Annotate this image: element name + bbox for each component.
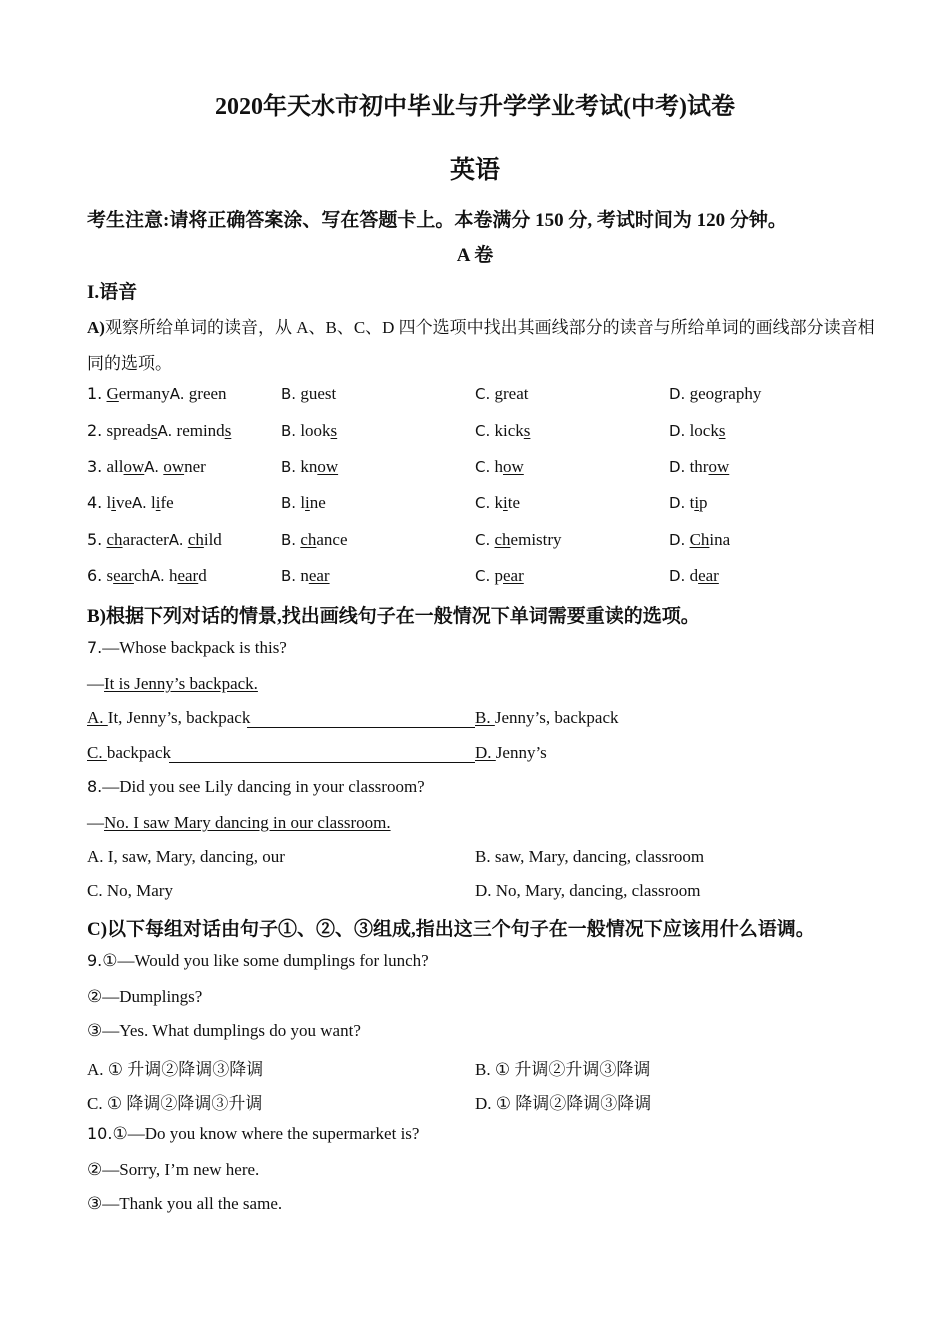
- question-1: [87, 384, 227, 404]
- question-5: [87, 530, 222, 550]
- question-3: [87, 457, 206, 477]
- instruction-a-label: A): [87, 318, 105, 337]
- option-b: B. Jenny’s, backpack: [475, 708, 619, 727]
- option-a: owner: [163, 457, 206, 476]
- option-letter: A.: [169, 385, 185, 403]
- question-number: 5.: [87, 530, 103, 549]
- question-word: live: [106, 493, 133, 512]
- question-10-line-3: ③—Thank you all the same.: [87, 1194, 283, 1213]
- option-b: B. guest: [281, 384, 337, 403]
- option-c: C. great: [475, 384, 529, 403]
- option-c: C. No, Mary: [87, 881, 173, 900]
- option-d: D. China: [669, 530, 731, 549]
- option-a: life: [151, 493, 174, 512]
- option-letter: A.: [168, 531, 184, 549]
- question-10-line-2: ②—Sorry, I’m new here.: [87, 1160, 260, 1179]
- question-2: [87, 421, 231, 441]
- question-number: 1.: [87, 384, 103, 403]
- option-a: green: [188, 384, 227, 403]
- option-d: D. locks: [669, 421, 726, 440]
- question-word: allow: [106, 457, 145, 476]
- question-10: 10.①—Do you know where the supermarket is?: [87, 1124, 420, 1143]
- section-title-stress: B)根据下列对话的情景,找出画线句子在一般情况下单词需要重读的选项。: [87, 606, 700, 627]
- option-d: D. Jenny’s: [475, 743, 547, 762]
- option-letter: A.: [157, 422, 173, 440]
- option-d: D. ① 降调②降调③降调: [475, 1094, 652, 1113]
- option-a: A. ① 升调②降调③降调: [87, 1060, 264, 1079]
- subject-title: 英语: [449, 157, 500, 184]
- instruction-a-line1: [87, 313, 875, 338]
- option-b: B. saw, Mary, dancing, classroom: [475, 847, 705, 866]
- exam-notice: 考生注意:请将正确答案涂、写在答题卡上。本卷满分 150 分, 考试时间为 120 分钟。: [87, 210, 787, 231]
- option-letter: A.: [149, 567, 165, 585]
- question-word: spreads: [106, 421, 158, 440]
- instruction-a-line2: 同的选项。: [87, 354, 172, 373]
- option-c: C. backpack: [87, 743, 172, 762]
- question-number: 3.: [87, 457, 103, 476]
- option-c: C. kicks: [475, 421, 531, 440]
- question-number: 4.: [87, 493, 103, 512]
- question-9-line-2: ②—Dumplings?: [87, 987, 203, 1006]
- question-7: 7.—Whose backpack is this?: [87, 638, 287, 657]
- option-d: D. geography: [669, 384, 762, 403]
- option-letter: A.: [144, 458, 160, 476]
- option-b: B. chance: [281, 530, 348, 549]
- question-7-answer-line: —It is Jenny’s backpack.: [87, 674, 258, 693]
- option-c: C. how: [475, 457, 524, 476]
- option-b: B. line: [281, 493, 326, 512]
- option-b: B. looks: [281, 421, 338, 440]
- option-b: B. ① 升调②升调③降调: [475, 1060, 651, 1079]
- question-9: 9.①—Would you like some dumplings for lunch?: [87, 951, 429, 970]
- option-a: child: [187, 530, 222, 549]
- exam-title: 2020年天水市初中毕业与升学学业考试(中考)试卷: [215, 94, 735, 120]
- option-a: reminds: [176, 421, 232, 440]
- section-title-phonetics: I.语音: [87, 282, 138, 303]
- option-a: A. It, Jenny’s, backpack: [87, 708, 251, 727]
- option-c: C. kite: [475, 493, 521, 512]
- section-title-intonation: C)以下每组对话由句子①、②、③组成,指出这三个句子在一般情况下应该用什么语调。: [87, 919, 815, 940]
- option-a: A. I, saw, Mary, dancing, our: [87, 847, 285, 866]
- volume-label: A 卷: [456, 245, 494, 266]
- question-8: 8.—Did you see Lily dancing in your classroom?: [87, 777, 425, 796]
- question-number: 2.: [87, 421, 103, 440]
- question-4: [87, 493, 174, 513]
- option-c: C. pear: [475, 566, 524, 585]
- option-d: D. tip: [669, 493, 708, 512]
- option-letter: A.: [132, 494, 147, 512]
- fill-line: [169, 761, 475, 763]
- question-word: Germany: [106, 384, 170, 403]
- option-d: D. No, Mary, dancing, classroom: [475, 881, 701, 900]
- question-8-answer-line: —No. I saw Mary dancing in our classroom.: [87, 813, 391, 832]
- option-b: B. near: [281, 566, 330, 585]
- option-d: D. throw: [669, 457, 730, 476]
- question-number: 6.: [87, 566, 103, 585]
- option-b: B. know: [281, 457, 339, 476]
- option-c: C. chemistry: [475, 530, 562, 549]
- instruction-a-text: 观察所给单词的读音，从 A、B、C、D 四个选项中找出其画线部分的读音与所给单词的画线部分读音相: [104, 318, 875, 337]
- fill-line: [247, 726, 475, 728]
- question-word: character: [106, 530, 169, 549]
- question-word: search: [106, 566, 150, 585]
- option-d: D. dear: [669, 566, 719, 585]
- question-9-line-3: ③—Yes. What dumplings do you want?: [87, 1021, 361, 1040]
- option-c: C. ① 降调②降调③升调: [87, 1094, 263, 1113]
- option-a: heard: [168, 566, 207, 585]
- question-6: [87, 566, 207, 586]
